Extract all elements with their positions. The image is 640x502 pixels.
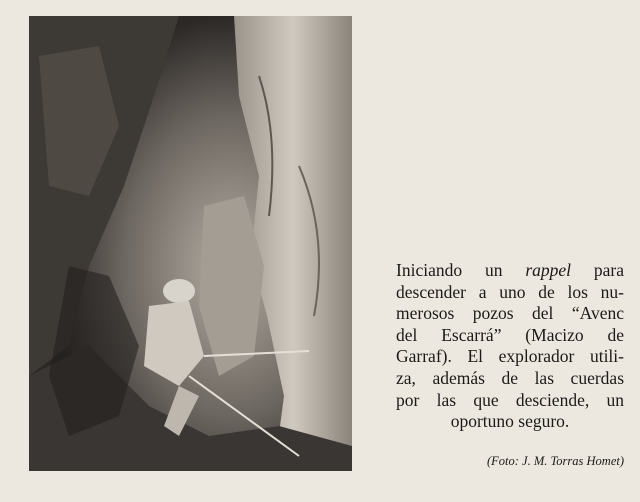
- caption-rappel-term: rappel: [525, 260, 572, 280]
- photo-credit: (Foto: J. M. Torras Homet): [486, 454, 624, 468]
- caption-line: descender a uno de los nu-: [396, 281, 624, 302]
- caption-line: por las que desciende, un: [396, 389, 624, 410]
- caption-line: oportuno seguro.: [450, 411, 570, 432]
- caption-line: za, además de las cuerdas: [396, 367, 624, 388]
- caption-line: merosos pozos del “Avenc: [396, 303, 624, 324]
- cave-explorer-image: [29, 16, 352, 471]
- photo-caption: [396, 260, 624, 433]
- caption-line: del Escarrá” (Macizo de: [396, 324, 624, 345]
- caption-line: Iniciando un rappel para: [396, 260, 624, 280]
- caption-line: Garraf). El explorador utili-: [396, 346, 624, 367]
- cave-photograph: [29, 16, 352, 471]
